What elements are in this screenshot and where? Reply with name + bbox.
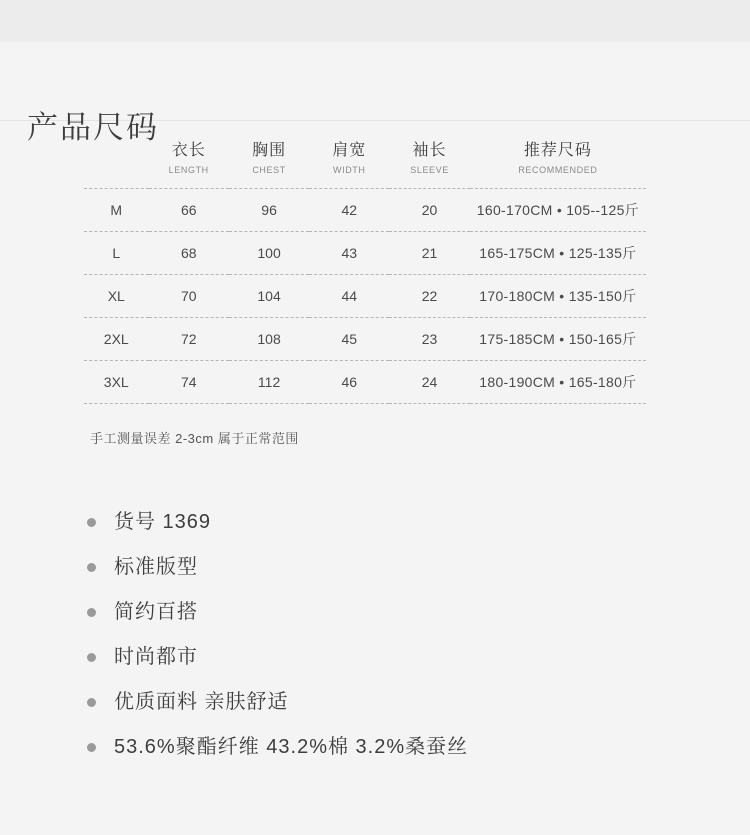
cell-chest: 96	[229, 189, 309, 232]
list-item	[84, 510, 684, 534]
table-row	[84, 318, 646, 361]
header-en-length: LENGTH	[168, 165, 209, 175]
cell-chest: 104	[229, 275, 309, 318]
measurement-note: 手工测量误差 2-3cm 属于正常范围	[90, 431, 299, 446]
list-item	[84, 690, 684, 714]
table-row	[84, 189, 646, 232]
page-title: 产品尺码	[27, 110, 159, 145]
bullet-icon	[87, 698, 96, 707]
header-cell-recommended	[470, 140, 646, 189]
cell-width: 46	[309, 361, 389, 404]
cell-length: 68	[149, 232, 229, 275]
list-item-label: 简约百搭	[114, 601, 198, 623]
cell-recommended: 165-175CM • 125-135斤	[470, 232, 646, 275]
cell-recommended: 160-170CM • 105--125斤	[470, 189, 646, 232]
header-cn-sleeve: 袖长	[412, 142, 447, 159]
top-band	[0, 0, 750, 42]
list-item	[84, 645, 684, 669]
header-cell-width	[309, 140, 389, 189]
header-cell-sleeve	[389, 140, 469, 189]
size-table	[84, 140, 646, 404]
header-cn-chest: 胸围	[252, 142, 287, 159]
cell-sleeve: 20	[389, 189, 469, 232]
cell-recommended: 170-180CM • 135-150斤	[470, 275, 646, 318]
cell-sleeve: 23	[389, 318, 469, 361]
cell-size: 3XL	[84, 361, 149, 404]
cell-sleeve: 21	[389, 232, 469, 275]
list-item	[84, 555, 684, 579]
header-cn-width: 肩宽	[332, 142, 367, 159]
cell-recommended: 180-190CM • 165-180斤	[470, 361, 646, 404]
header-cn-recommended: 推荐尺码	[523, 142, 592, 159]
list-item-label: 53.6%聚酯纤维 43.2%棉 3.2%桑蚕丝	[114, 736, 469, 758]
header-cell-length	[149, 140, 229, 189]
table-row	[84, 275, 646, 318]
cell-size: M	[84, 189, 149, 232]
list-item-label: 优质面料 亲肤舒适	[114, 691, 289, 713]
list-item-label: 标准版型	[114, 556, 198, 578]
header-en-sleeve: SLEEVE	[410, 165, 449, 175]
cell-width: 44	[309, 275, 389, 318]
title-band	[0, 42, 750, 145]
list-item-label: 时尚都市	[114, 646, 198, 668]
size-table-head	[84, 140, 646, 189]
bullet-icon	[87, 518, 96, 527]
cell-length: 70	[149, 275, 229, 318]
list-item	[84, 735, 684, 759]
cell-sleeve: 24	[389, 361, 469, 404]
table-row	[84, 232, 646, 275]
size-table-body	[84, 189, 646, 404]
cell-length: 74	[149, 361, 229, 404]
cell-length: 72	[149, 318, 229, 361]
bullet-icon	[87, 608, 96, 617]
cell-width: 42	[309, 189, 389, 232]
cell-recommended: 175-185CM • 150-165斤	[470, 318, 646, 361]
header-en-chest: CHEST	[252, 165, 286, 175]
bullet-icon	[87, 563, 96, 572]
cell-size: XL	[84, 275, 149, 318]
table-header-row	[84, 140, 646, 189]
header-en-width: WIDTH	[333, 165, 366, 175]
list-item	[84, 600, 684, 624]
cell-sleeve: 22	[389, 275, 469, 318]
cell-size: L	[84, 232, 149, 275]
header-cn-length: 衣长	[171, 142, 206, 159]
table-row	[84, 361, 646, 404]
cell-chest: 100	[229, 232, 309, 275]
cell-chest: 108	[229, 318, 309, 361]
list-item-label: 货号 1369	[114, 511, 212, 533]
cell-width: 45	[309, 318, 389, 361]
bullet-icon	[87, 743, 96, 752]
feature-list	[84, 510, 684, 780]
cell-length: 66	[149, 189, 229, 232]
cell-chest: 112	[229, 361, 309, 404]
bullet-icon	[87, 653, 96, 662]
header-en-recommended: RECOMMENDED	[518, 165, 598, 175]
cell-size: 2XL	[84, 318, 149, 361]
header-cell-chest	[229, 140, 309, 189]
header-cell-size	[84, 140, 149, 189]
cell-width: 43	[309, 232, 389, 275]
